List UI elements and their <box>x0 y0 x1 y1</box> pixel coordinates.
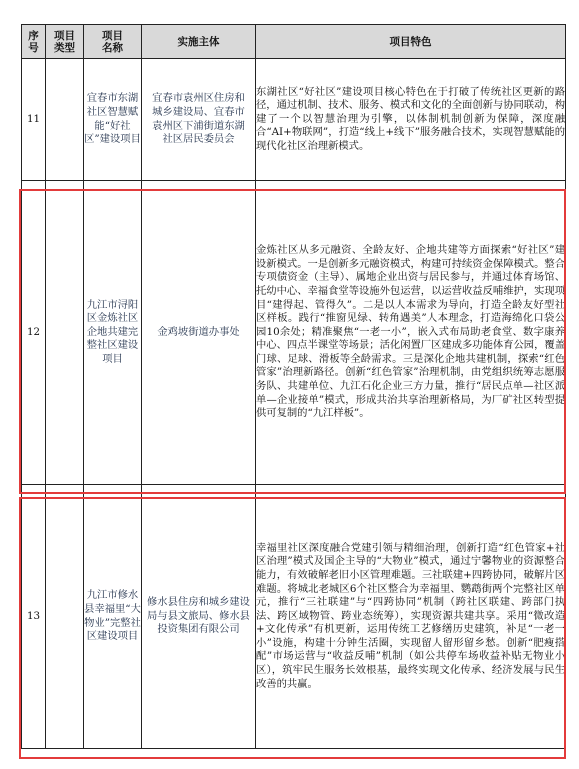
table-header-row <box>22 25 566 59</box>
header-feature: 项目特色 <box>256 25 566 59</box>
project-table <box>21 24 566 749</box>
row-seq: 11 <box>22 59 46 181</box>
row-feature: 金炼社区从多元融资、全龄友好、企地共建等方面探索“好社区”建设新模式。一是创新多元融资模式，构建可持续资金保障模式。整合专项债资金（主导）、属地企业出资与居民参与，并通过体育场馆、托幼中心、幸福食堂等设施外包运营，以运营收益反哺维护，实现项目“建得起、管得久”。二是以人本需求为导向，打造全龄友好型社区样板。践行“推窗见绿、转角遇美”人本理念，打造海绵化口袋公园10余处；精准聚焦“一老一小”，嵌入式布局助老食堂、数字康养中心、四点半课堂等场景；活化闲置厂区建成多功能体育公园，覆盖门球、足球、滑板等全龄需求。三是深化企地共建机制，探索“红色管家”治理新路径。创新“红色管家”治理机制，由党组织统筹志愿服务队、共建单位、九江石化企业三方力量，推行“居民点单—社区派单—企业接单”模式，形成共治共享治理新格局，为厂矿社区转型提供可复制的“九江样板”。 <box>256 181 566 485</box>
row-feature: 幸福里社区深度融合党建引领与精细治理，创新打造“红色管家+社区治理”模式及国企主导的“大物业”模式，通过宁馨物业的资源整合能力，有效破解老旧小区管理难题。三社联建+四跨协同，破解片区难题。将城北老城区6个社区整合为幸福里、鹦鹉街两个完整社区单元，推行“三社联建”与“四跨协同”机制（跨社区联建、跨部门执法、跨区域物管、跨业态统筹），实现资源共建共享。采用“微改造+文化传承”有机更新，运用传统工艺修缮历史建筑，补足“一老一小”设施，构建十分钟生活圈，实现留人留形留乡愁。创新“肥瘦搭配”市场运营与“收益反哺”机制（如公共停车场收益补贴无物业小区），筑牢民生服务长效根基，最终实现文化传承、经济发展与民生改善的共赢。 <box>256 485 566 749</box>
row-type <box>46 485 84 749</box>
table-row <box>22 181 566 485</box>
header-seq: 序号 <box>22 25 46 59</box>
row-seq: 13 <box>22 485 46 749</box>
row-name: 九江市浔阳区金炼社区企地共建完整社区建设项目 <box>84 181 142 485</box>
table-row <box>22 485 566 749</box>
row-type <box>46 59 84 181</box>
row-feature: 东湖社区“好社区”建设项目核心特色在于打破了传统社区更新的路径，通过机制、技术、服务、模式和文化的全面创新与协同联动，构建了一个以智慧治理为引擎，以体制机制创新为保障，深度融合“AI+物联网”，打造“线上+线下”服务融合技术，实现智慧赋能的现代化社区治理新模式。 <box>256 59 566 181</box>
header-name: 项目名称 <box>84 25 142 59</box>
row-name: 宜春市东湖社区智慧赋能“好社区”建设项目 <box>84 59 142 181</box>
table-row <box>22 59 566 181</box>
header-unit: 实施主体 <box>142 25 256 59</box>
row-name: 九江市修水县幸福里“大物业”完整社区建设项目 <box>84 485 142 749</box>
header-type: 项目类型 <box>46 25 84 59</box>
row-unit: 宜春市袁州区住房和城乡建设局、宜春市袁州区下浦街道东湖社区居民委员会 <box>142 59 256 181</box>
row-unit: 修水县住房和城乡建设局与县文旅局、修水县投资集团有限公司 <box>142 485 256 749</box>
row-unit: 金鸡坡街道办事处 <box>142 181 256 485</box>
row-seq: 12 <box>22 181 46 485</box>
row-type <box>46 181 84 485</box>
